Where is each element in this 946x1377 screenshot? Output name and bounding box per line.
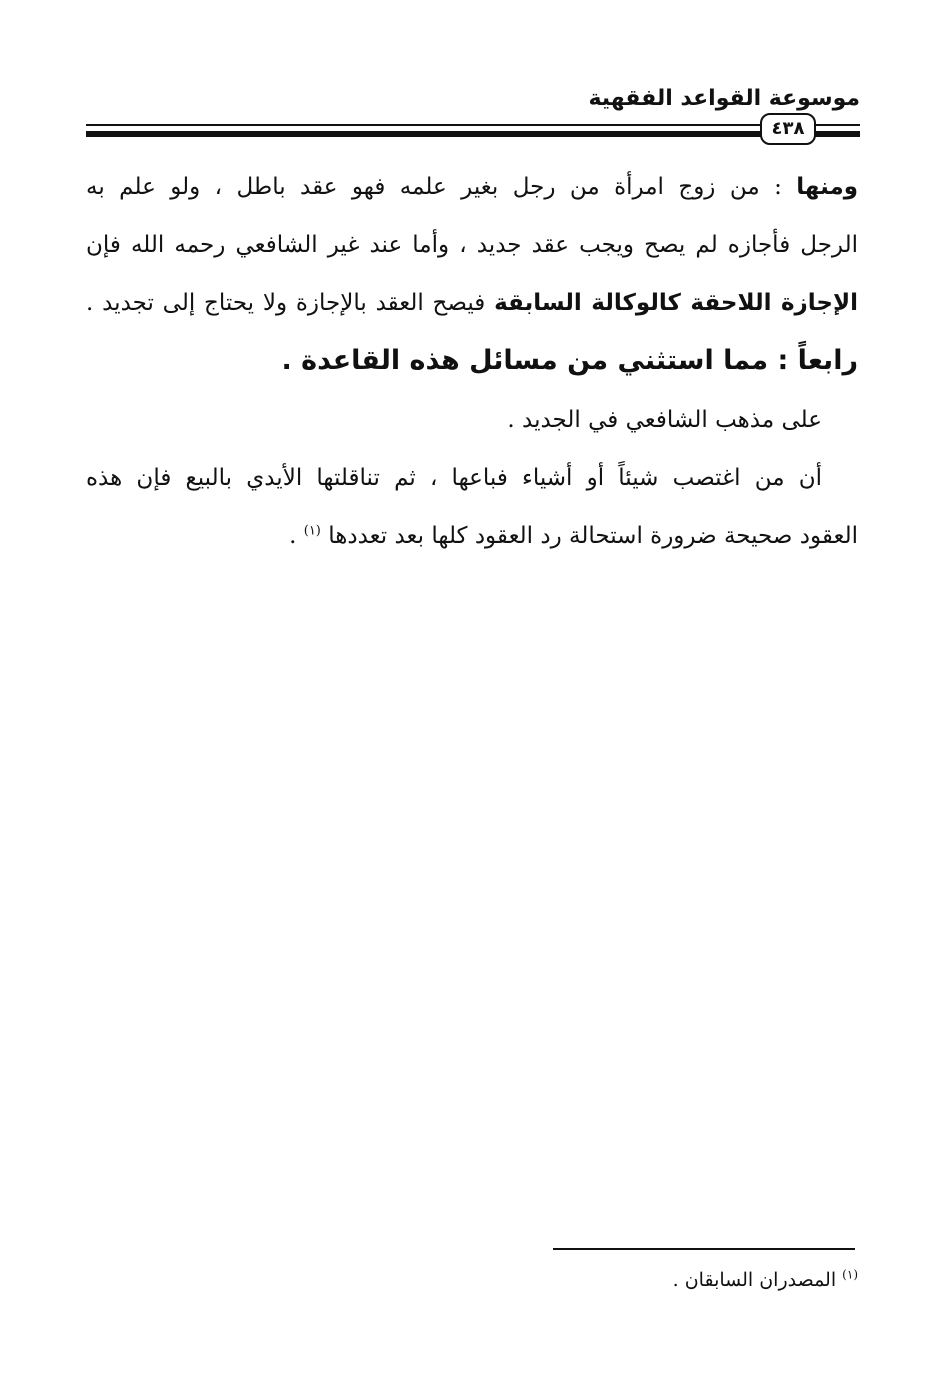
main-text	[86, 158, 858, 565]
para1-line1-text: : من زوج امرأة من رجل بغير علمه فهو عقد باطل ، ولو علم به	[86, 174, 782, 200]
para3-line1: أن من اغتصب شيئاً أو أشياء فباعها ، ثم تناقلتها الأيدي بالبيع فإن هذه	[86, 465, 822, 491]
section-heading: رابعاً : مما استثني من مسائل هذه القاعدة .	[281, 345, 858, 376]
para3-line2-text: العقود صحيحة ضرورة استحالة رد العقود كلها بعد تعددها	[328, 523, 858, 549]
section-heading-line	[86, 332, 858, 391]
para1-line3-text: فيصح العقد بالإجازة ولا يحتاج إلى تجديد .	[86, 290, 486, 316]
para1-line3	[86, 274, 858, 332]
footnote	[358, 1262, 858, 1298]
running-title: موسوعة القواعد الفقهية	[588, 86, 860, 111]
footnote-marker: (١)	[842, 1267, 858, 1282]
para1-line1	[86, 158, 858, 216]
para2: على مذهب الشافعي في الجديد .	[507, 407, 822, 433]
footnote-separator	[553, 1248, 855, 1250]
header-rule-thick	[86, 131, 860, 137]
page-number: ٤٣٨	[760, 113, 816, 145]
para1-lead: ومنها	[796, 174, 858, 200]
para1-line2: الرجل فأجازه لم يصح ويجب عقد جديد ، وأما عند غير الشافعي رحمه الله فإن	[86, 232, 859, 258]
footnote-reference: (١)	[303, 523, 321, 539]
para3-line2	[86, 507, 858, 565]
para1-bold-phrase: الإجازة اللاحقة كالوكالة السابقة	[494, 290, 858, 316]
footnote-text: المصدران السابقان .	[672, 1269, 837, 1291]
para3-end: .	[289, 523, 297, 549]
header-rule-thin	[86, 124, 860, 126]
